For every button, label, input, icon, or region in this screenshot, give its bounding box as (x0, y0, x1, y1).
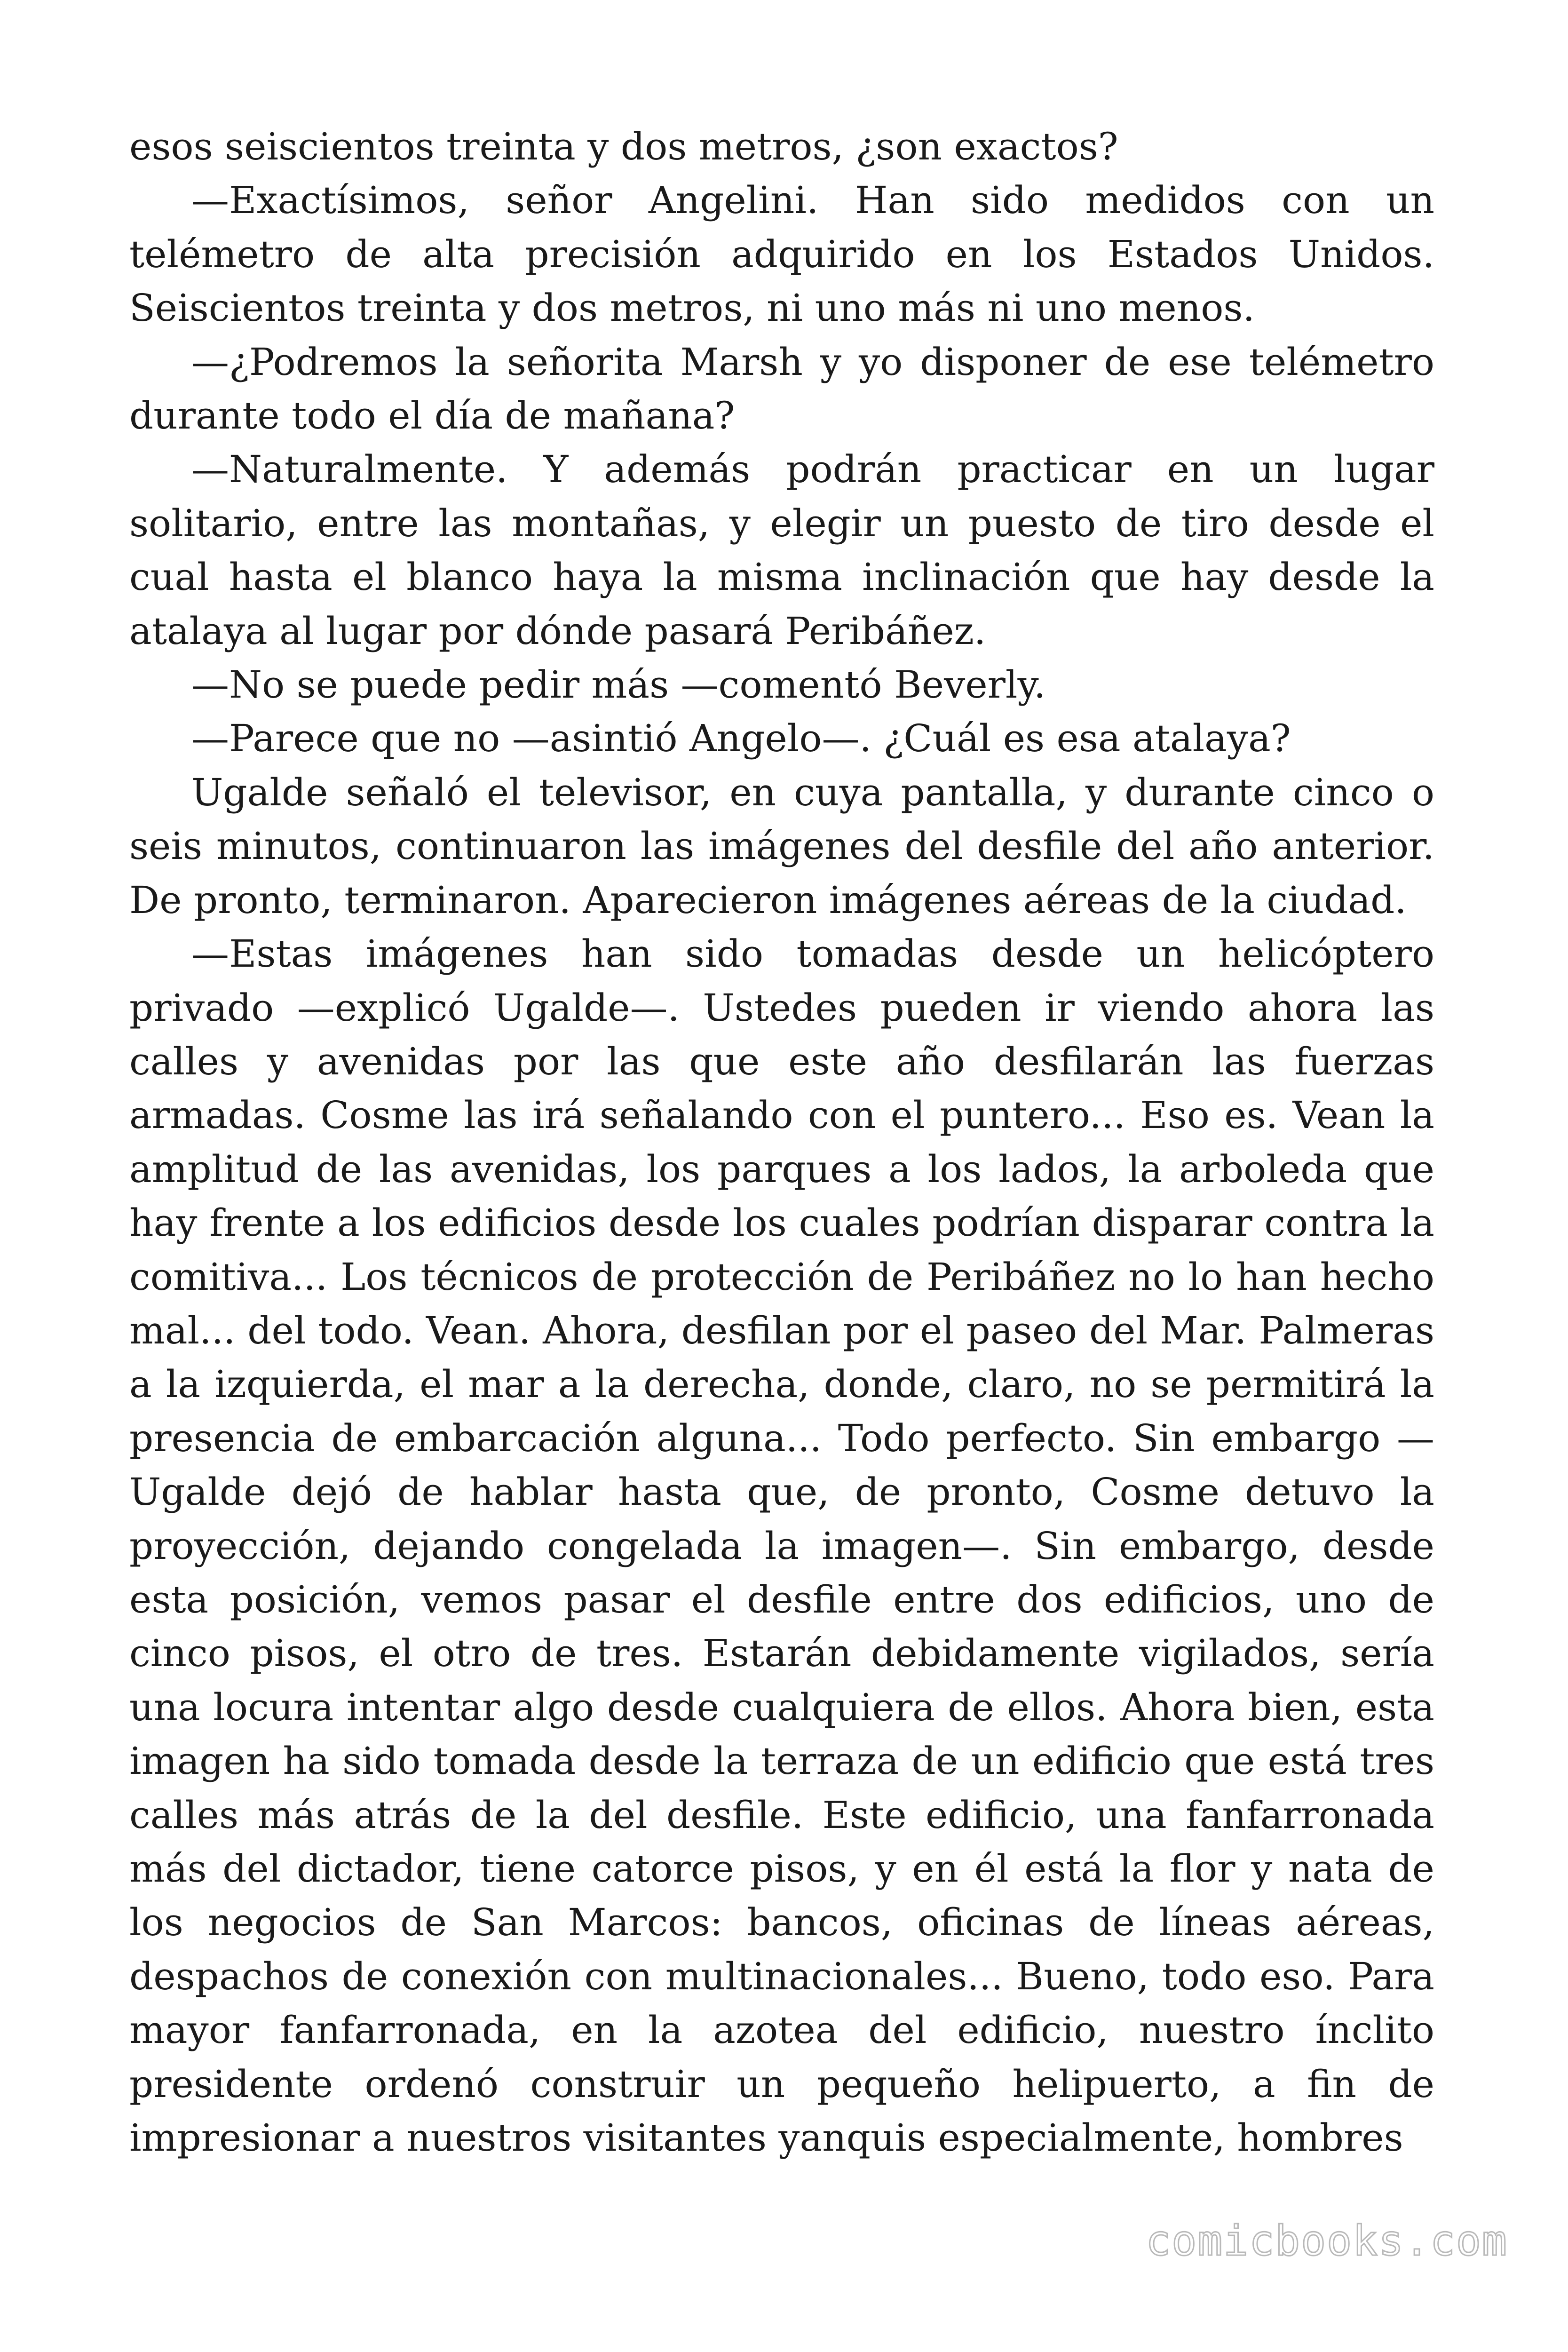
site-watermark: comicbooks.com (1146, 2217, 1508, 2265)
paragraph: —No se puede pedir más —comentó Beverly. (191, 663, 1046, 707)
paragraph: esos seiscientos treinta y dos metros, ¿son exactos? (129, 125, 1118, 168)
paragraph: —Exactísimos, señor Angelini. Han sido medidos con un telémetro de alta precisión adquirido en los Estados Unidos. Seiscientos treinta y dos metros, ni uno más ni uno menos. (129, 178, 1434, 330)
paragraph: Ugalde señaló el televisor, en cuya pantalla, y durante cinco o seis minutos, continuaron las imágenes del desfile del año anterior. De pronto, terminaron. Aparecieron imágenes aéreas de la ciudad. (129, 770, 1434, 922)
paragraph: —Estas imágenes han sido tomadas desde un helicóptero privado —explicó Ugalde—. Ustedes pueden ir viendo ahora las calles y avenidas por las que este año desfilarán las fuerzas armadas. Cosme las irá señalando con el puntero... Eso es. Vean la amplitud de las avenidas, los parques a los lados, la arboleda que hay frente a los edificios desde los cuales podrían disparar contra la comitiva... Los técnicos de protección de Peribáñez no lo han hecho mal... del todo. Vean. Ahora, desfilan por el paseo del Mar. Palmeras a la izquierda, el mar a la derecha, donde, claro, no se permitirá la presencia de embarcación alguna... Todo perfecto. Sin embargo —Ugalde dejó de hablar hasta que, de pronto, Cosme detuvo la proyección, dejando congelada la imagen—. Sin embargo, desde esta posición, vemos pasar el desfile entre dos edificios, uno de cinco pisos, el otro de tres. Estarán debidamente vigilados, sería una locura intentar algo desde cualquiera de ellos. Ahora bien, esta imagen ha sido tomada desde la terraza de un edificio que está tres calles más atrás de la del desfile. Este edificio, una fanfarronada más del dictador, tiene catorce pisos, y en él está la flor y nata de los negocios de San Marcos: bancos, oficinas de líneas aéreas, despachos de conexión con multinacionales... Bueno, todo eso. Para mayor fanfarronada, en la azotea del edificio, nuestro ínclito presidente ordenó construir un pequeño helipuerto, a fin de impresionar a nuestros visitantes yanquis especialmente, hombres (129, 932, 1434, 2160)
paragraph: —Parece que no —asintió Angelo—. ¿Cuál es esa atalaya? (191, 716, 1291, 761)
paragraph: —Naturalmente. Y además podrán practicar en un lugar solitario, entre las montañas, y elegir un puesto de tiro desde el cual hasta el blanco haya la misma inclinación que hay desde la atalaya al lugar por dónde pasará Peribáñez. (129, 447, 1434, 653)
paragraph: —¿Podremos la señorita Marsh y yo disponer de ese telémetro durante todo el día de mañana? (129, 340, 1434, 438)
body-text (129, 120, 1434, 2165)
